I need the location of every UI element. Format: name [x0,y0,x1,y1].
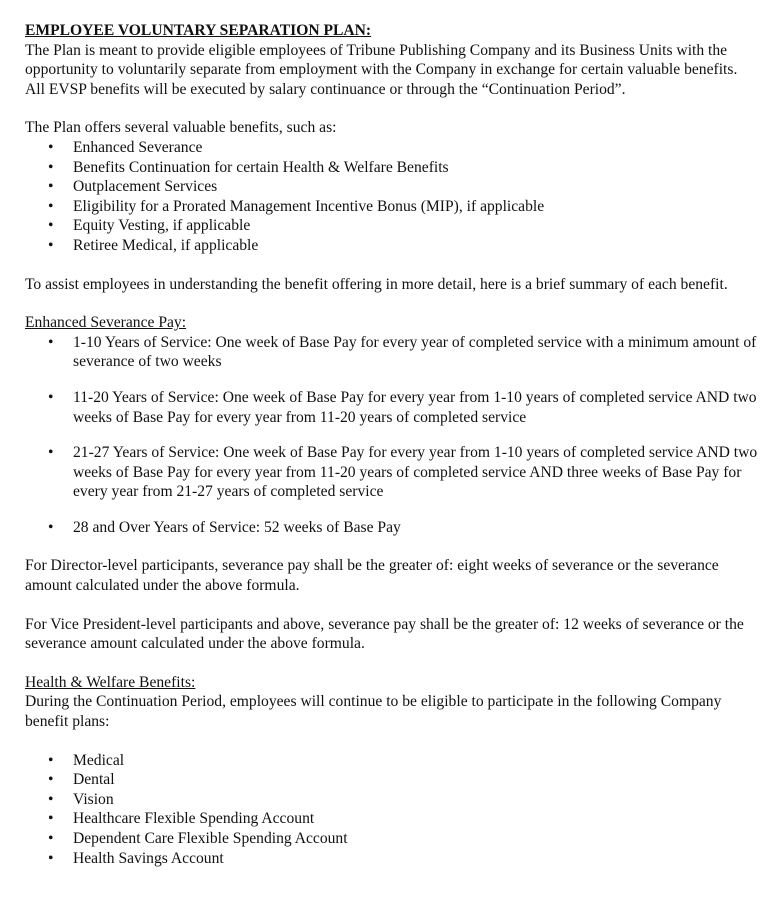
severance-heading: Enhanced Severance Pay: [25,314,187,332]
list-item: • Healthcare Flexible Spending Account [25,809,760,829]
list-item: • Dependent Care Flexible Spending Account [25,829,760,849]
list-item: • Benefits Continuation for certain Health & Welfare Benefits [25,158,760,178]
list-item: • Equity Vesting, if applicable [25,216,760,236]
list-item: • Dental [25,770,760,790]
offers-intro: The Plan offers several valuable benefits, such as: [25,119,337,137]
list-item: • Retiree Medical, if applicable [25,236,760,256]
list-item: • Eligibility for a Prorated Management Incentive Bonus (MIP), if applicable [25,197,760,217]
vp-note: For Vice President-level participants and above, severance pay shall be the greater of: 12 weeks of severance or the severance amount calculated under the above formula. [25,615,744,653]
list-item: • Enhanced Severance [25,138,760,158]
list-item: • 11-20 Years of Service: One week of Base Pay for every year from 1-10 years of completed service AND two weeks of Base Pay for every year from 11-20 years of completed service [25,388,760,427]
list-item: • Outplacement Services [25,177,760,197]
summary-intro: To assist employees in understanding the benefit offering in more detail, here is a brief summary of each benefit. [25,275,728,293]
intro-paragraph: The Plan is meant to provide eligible employees of Tribune Publishing Company and its Business Units with the opportunity to voluntarily separate from employment with the Company in exchange for certain valuable benefits. All EVSP benefits will be executed by salary continuance or through the “Continuation Period”. [25,41,738,98]
director-note: For Director-level participants, severance pay shall be the greater of: eight weeks of severance or the severance amount calculated under the above formula. [25,557,719,595]
list-item: • Vision [25,790,760,810]
health-list [25,751,760,869]
list-item: • 28 and Over Years of Service: 52 weeks of Base Pay [25,518,760,538]
list-item: • 21-27 Years of Service: One week of Base Pay for every year from 1-10 years of completed service AND two weeks of Base Pay for every year from 11-20 years of completed service AND three weeks of Base Pay for every year from 21-27 years of completed service [25,443,760,502]
offers-list [25,138,760,256]
list-item: • Health Savings Account [25,849,760,869]
list-item: • 1-10 Years of Service: One week of Base Pay for every year of completed service with a minimum amount of severance of two weeks [25,333,760,372]
list-item: • Medical [25,751,760,771]
severance-list [25,333,760,538]
health-intro: During the Continuation Period, employees will continue to be eligible to participate in the following Company benefit plans: [25,693,722,731]
document-page [25,21,760,868]
health-heading: Health & Welfare Benefits: [25,673,196,691]
document-title: EMPLOYEE VOLUNTARY SEPARATION PLAN: [25,22,372,39]
